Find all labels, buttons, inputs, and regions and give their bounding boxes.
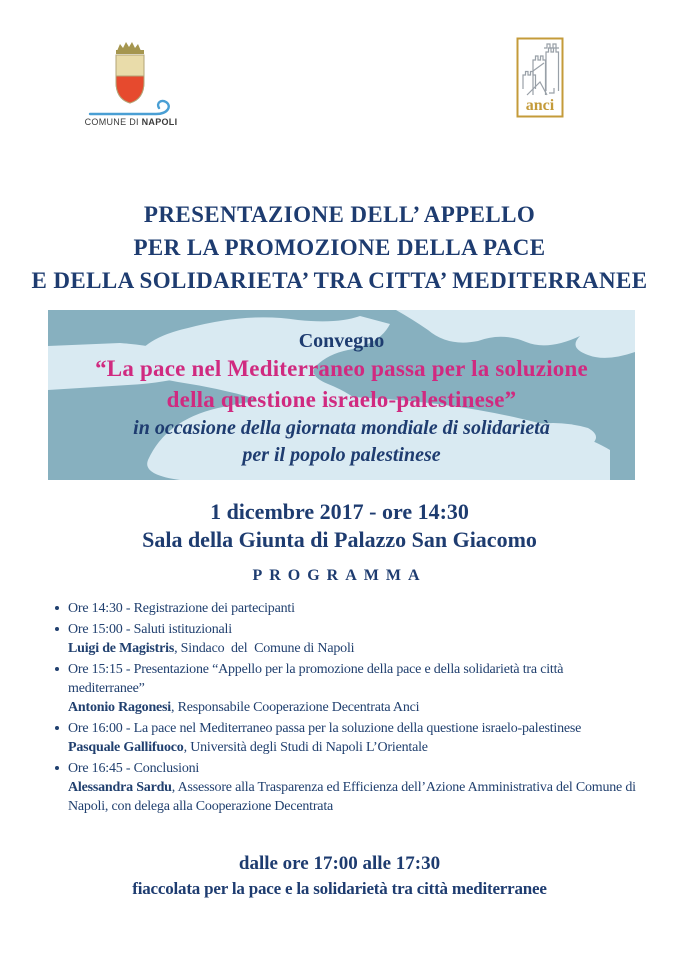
- program-item: [55, 599, 637, 618]
- title-line-2: PER LA PROMOZIONE DELLA PACE: [133, 235, 546, 260]
- bullet-icon: [55, 726, 59, 730]
- banner-headline-line-2: della questione israelo-palestinese”: [166, 387, 517, 412]
- program-speaker: Luigi de Magistris, Sindaco del Comune di Napoli: [68, 641, 355, 656]
- poster-title: [0, 198, 679, 297]
- program-entry: Ore 16:00 - La pace nel Mediterraneo passa per la soluzione della questione israelo-palestinese: [68, 721, 582, 736]
- program-entry: Ore 16:45 - Conclusioni: [68, 761, 200, 776]
- anci-logo: [516, 37, 564, 118]
- title-line-1: PRESENTAZIONE DELL’ APPELLO: [143, 202, 536, 227]
- program-item: [55, 759, 640, 816]
- speaker-name: Alessandra Sardu: [68, 780, 172, 795]
- program-entry: Ore 15:00 - Saluti istituzionali: [68, 622, 232, 637]
- event-venue: Sala della Giunta di Palazzo San Giacomo: [142, 527, 537, 552]
- program-entry: Ore 15:15 - Presentazione “Appello per la promozione della pace e della solidarietà tra città mediterranee”: [68, 662, 567, 696]
- banner-subline-1: in occasione della giornata mondiale di solidarietà: [133, 417, 550, 439]
- banner-kicker: Convegno: [298, 330, 385, 352]
- event-info: [0, 498, 679, 586]
- footer: [0, 851, 679, 901]
- footer-time: dalle ore 17:00 alle 17:30: [238, 853, 441, 874]
- program-entry: Ore 14:30 - Registrazione dei partecipanti: [68, 601, 295, 616]
- banner-subline-2: per il popolo palestinese: [242, 444, 441, 466]
- comune-di-napoli-crest-icon: [84, 38, 178, 128]
- banner-headline-line-1: “La pace nel Mediterraneo passa per la soluzione: [95, 356, 588, 381]
- program-item: [55, 660, 637, 717]
- speaker-name: Luigi de Magistris: [68, 641, 175, 656]
- event-datetime: 1 dicembre 2017 - ore 14:30: [210, 499, 469, 524]
- title-line-3: E DELLA SOLIDARIETA’ TRA CITTA’ MEDITERRANEE: [31, 268, 648, 293]
- program-list: [55, 599, 640, 816]
- napoli-logo-caption: COMUNE DI NAPOLI: [84, 117, 178, 127]
- bullet-icon: [55, 766, 59, 770]
- comune-di-napoli-logo: [84, 38, 178, 128]
- program-item: [55, 719, 637, 757]
- speaker-name: Antonio Ragonesi: [68, 700, 171, 715]
- program-heading: PROGRAMMA: [252, 567, 427, 584]
- program-item: [55, 620, 637, 658]
- bullet-icon: [55, 606, 59, 610]
- anci-logo-label: anci: [525, 97, 555, 114]
- program-speaker: Pasquale Gallifuoco, Università degli Studi di Napoli L’Orientale: [68, 740, 428, 755]
- bullet-icon: [55, 627, 59, 631]
- banner-text: [48, 310, 635, 469]
- anci-castle-icon: [516, 37, 564, 118]
- bullet-icon: [55, 667, 59, 671]
- footer-event: fiaccolata per la pace e la solidarietà tra città mediterranee: [132, 879, 547, 898]
- speaker-name: Pasquale Gallifuoco: [68, 740, 184, 755]
- convegno-banner: [48, 310, 635, 480]
- program-speaker: Alessandra Sardu, Assessore alla Trasparenza ed Efficienza dell’Azione Amministrativa del Comune di Napoli, con delega alla Cooperazione Decentrata: [68, 780, 640, 814]
- program-section: [55, 599, 640, 818]
- program-speaker: Antonio Ragonesi, Responsabile Cooperazione Decentrata Anci: [68, 700, 420, 715]
